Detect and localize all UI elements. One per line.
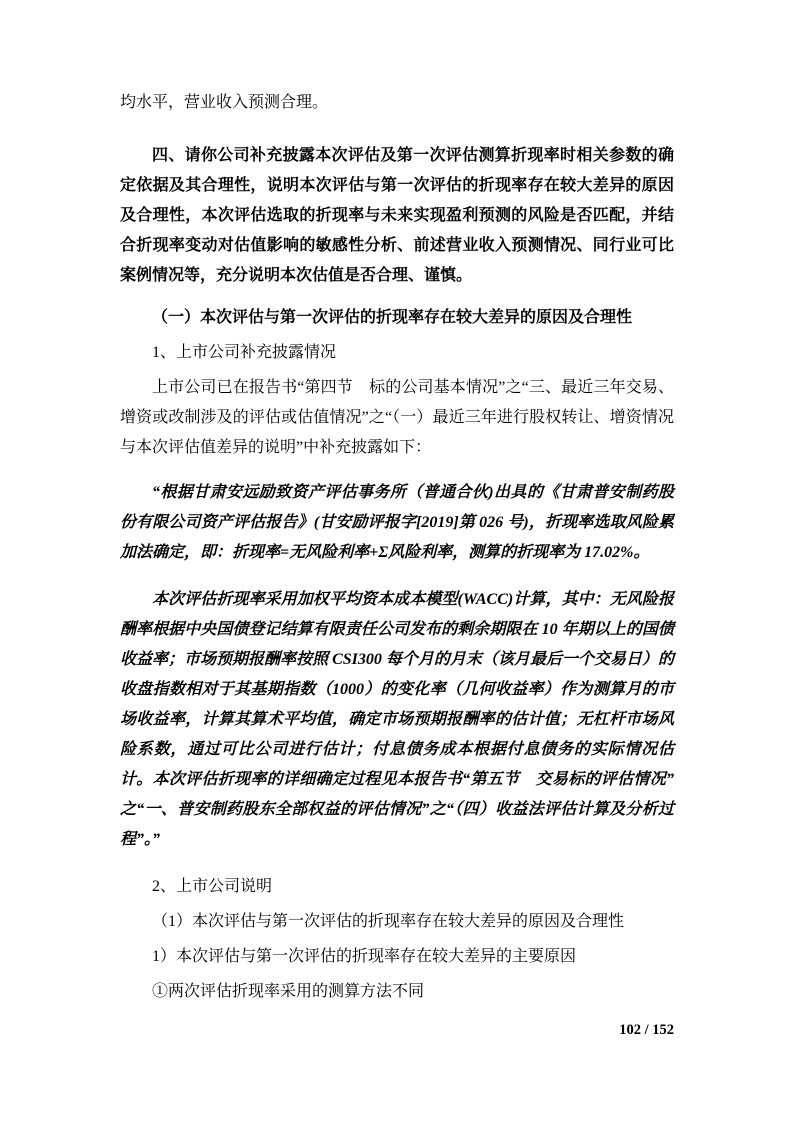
list-item-reason-title: （1）本次评估与第一次评估的折现率存在较大差异的原因及合理性 — [152, 913, 625, 930]
list-item-company-statement: 2、上市公司说明 — [152, 878, 273, 895]
document-body — [120, 88, 674, 1012]
list-item-main-reason: 1）本次评估与第一次评估的折现率存在较大差异的主要原因 — [152, 948, 577, 965]
list-item-disclosure: 1、上市公司补充披露情况 — [152, 344, 337, 361]
body-paragraph-intro: 上市公司已在报告书“第四节 标的公司基本情况”之“三、最近三年交易、增资或改制涉及的评估或估值情况”之“（一）最近三年进行股权转让、增资情况与本次评估值差异的说明”中补充披露如下： — [120, 379, 674, 456]
quoted-disclosure-1: “根据甘肃安远励致资产评估事务所（普通合伙)出具的《甘肃普安制药股份有限公司资产评估报告》(甘安励评报字[2019]第 026 号)，折现率选取风险累加法确定，即：折现率=无风险利率+Σ风险利率，测算的折现率为 17.02%。 — [120, 484, 674, 561]
inquiry-question-paragraph: 四、请你公司补充披露本次评估及第一次评估测算折现率时相关参数的确定依据及其合理性，说明本次评估与第一次评估的折现率存在较大差异的原因及合理性，本次评估选取的折现率与未来实现盈利预测的风险是否匹配，并结合折现率变动对估值影响的敏感性分析、前述营业收入预测情况、同行业可比案例情况等，充分说明本次估值是否合理、谨慎。 — [120, 147, 674, 284]
paragraph-continuation: 均水平，营业收入预测合理。 — [120, 94, 329, 111]
list-item-method-difference: ①两次评估折现率采用的测算方法不同 — [152, 983, 425, 1000]
section-heading: （一）本次评估与第一次评估的折现率存在较大差异的原因及合理性 — [152, 309, 633, 326]
page-number: 102 / 152 — [619, 1022, 674, 1038]
quoted-disclosure-2: 本次评估折现率采用加权平均资本成本模型(WACC)计算，其中：无风险报酬率根据中央国债登记结算有限责任公司发布的剩余期限在 10 年期以上的国债收益率；市场预期报酬率按照 CSI300 每个月的月末（该月最后一个交易日）的收盘指数相对于其基期指数（1000）的变化率（几何收益率）作为测算月的市场收益率，计算其算术平均值，确定市场预期报酬率的估计值；无杠杆市场风险系数，通过可比公司进行估计；付息债务成本根据付息债务的实际情况估计。本次评估折现率的详细确定过程见本报告书“第五节 交易标的评估情况”之“一、普安制药股东全部权益的评估情况”之“（四）收益法评估计算及分析过程”。” — [120, 591, 674, 848]
